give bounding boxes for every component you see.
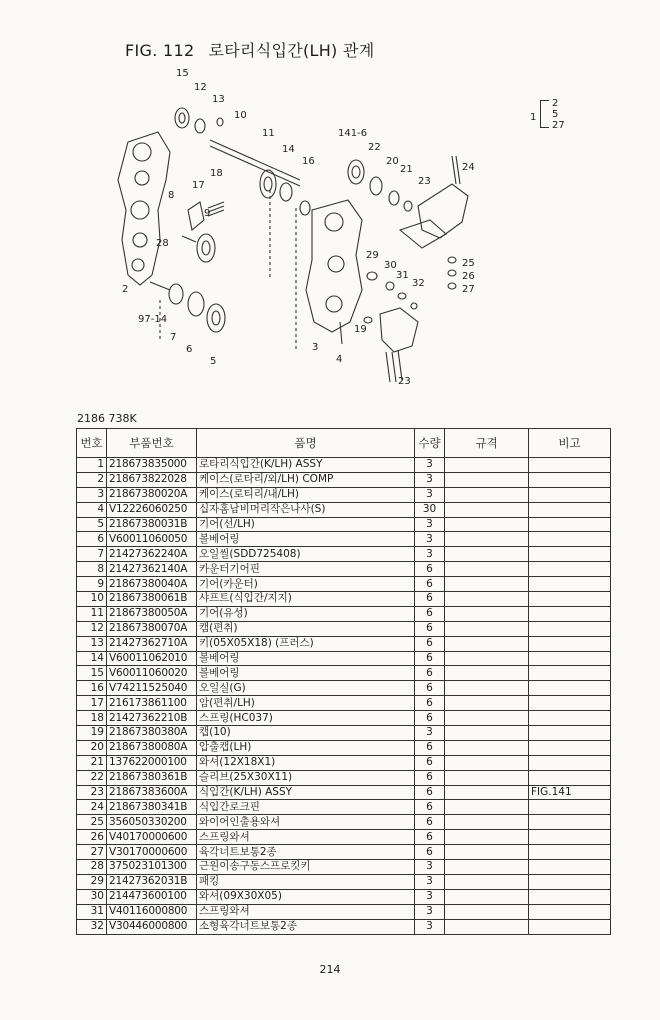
- svg-text:141-6: 141-6: [338, 128, 368, 139]
- spec-cell: [445, 681, 529, 696]
- svg-text:21: 21: [400, 164, 413, 175]
- legend-child-2: 5: [552, 109, 559, 120]
- spec-cell: [445, 800, 529, 815]
- note-cell: [529, 740, 611, 755]
- note-cell: [529, 502, 611, 517]
- part-code-cell: 356050330200: [107, 815, 197, 830]
- row-number-cell: 19: [77, 726, 107, 741]
- table-row: [77, 830, 611, 845]
- table-row: [77, 532, 611, 547]
- part-name-cell: 카운터기어핀: [197, 562, 415, 577]
- part-code-cell: 218673835000: [107, 458, 197, 473]
- note-cell: [529, 845, 611, 860]
- quantity-cell: 6: [415, 800, 445, 815]
- part-code-cell: 21867380341B: [107, 800, 197, 815]
- row-number-cell: 31: [77, 904, 107, 919]
- note-cell: [529, 651, 611, 666]
- quantity-cell: 6: [415, 755, 445, 770]
- spec-cell: [445, 815, 529, 830]
- note-cell: [529, 472, 611, 487]
- svg-text:5: 5: [210, 356, 217, 367]
- row-number-cell: 11: [77, 606, 107, 621]
- note-cell: [529, 681, 611, 696]
- note-cell: [529, 919, 611, 934]
- quantity-cell: 6: [415, 770, 445, 785]
- spec-cell: [445, 592, 529, 607]
- note-cell: [529, 532, 611, 547]
- table-row: [77, 845, 611, 860]
- spec-cell: [445, 472, 529, 487]
- spec-cell: [445, 874, 529, 889]
- exploded-parts-diagram: [100, 60, 590, 400]
- parts-table: [76, 428, 611, 935]
- svg-text:18: 18: [210, 168, 223, 179]
- part-name-cell: 캠(편취): [197, 621, 415, 636]
- spec-cell: [445, 606, 529, 621]
- row-number-cell: 30: [77, 889, 107, 904]
- row-number-cell: 10: [77, 592, 107, 607]
- part-name-cell: 볼베어링: [197, 666, 415, 681]
- part-name-cell: 볼베어링: [197, 651, 415, 666]
- spec-cell: [445, 785, 529, 800]
- part-code-cell: 21427362031B: [107, 874, 197, 889]
- table-row: [77, 696, 611, 711]
- part-code-cell: 21427362140A: [107, 562, 197, 577]
- row-number-cell: 18: [77, 711, 107, 726]
- part-name-cell: 압출캡(LH): [197, 740, 415, 755]
- spec-cell: [445, 458, 529, 473]
- note-cell: [529, 726, 611, 741]
- spec-cell: [445, 770, 529, 785]
- legend-child-3: 27: [552, 120, 565, 131]
- table-row: [77, 666, 611, 681]
- row-number-cell: 25: [77, 815, 107, 830]
- table-row: [77, 472, 611, 487]
- note-cell: [529, 666, 611, 681]
- table-row: [77, 815, 611, 830]
- svg-text:10: 10: [234, 110, 247, 121]
- svg-text:32: 32: [412, 278, 425, 289]
- page-number: 214: [319, 963, 341, 976]
- table-row: [77, 458, 611, 473]
- part-code-cell: V60011062010: [107, 651, 197, 666]
- table-row: [77, 592, 611, 607]
- note-cell: [529, 815, 611, 830]
- part-name-cell: 기어(카운터): [197, 577, 415, 592]
- row-number-cell: 21: [77, 755, 107, 770]
- svg-text:11: 11: [262, 128, 275, 139]
- header-part-name: 품명: [197, 429, 415, 458]
- spec-cell: [445, 651, 529, 666]
- table-row: [77, 889, 611, 904]
- spec-cell: [445, 621, 529, 636]
- note-cell: [529, 636, 611, 651]
- svg-text:27: 27: [462, 284, 475, 295]
- part-code-cell: 21427362240A: [107, 547, 197, 562]
- part-name-cell: 근원이송구동스프로킷키: [197, 860, 415, 875]
- svg-text:20: 20: [386, 156, 399, 167]
- spec-cell: [445, 845, 529, 860]
- part-code-cell: V30170000600: [107, 845, 197, 860]
- spec-cell: [445, 502, 529, 517]
- note-cell: [529, 458, 611, 473]
- row-number-cell: 27: [77, 845, 107, 860]
- note-cell: [529, 606, 611, 621]
- row-number-cell: 13: [77, 636, 107, 651]
- quantity-cell: 3: [415, 517, 445, 532]
- spec-cell: [445, 919, 529, 934]
- spec-cell: [445, 547, 529, 562]
- part-code-cell: 21427362710A: [107, 636, 197, 651]
- svg-text:26: 26: [462, 271, 475, 282]
- row-number-cell: 26: [77, 830, 107, 845]
- part-code-cell: 375023101300: [107, 860, 197, 875]
- spec-cell: [445, 636, 529, 651]
- row-number-cell: 22: [77, 770, 107, 785]
- part-name-cell: 오일실(G): [197, 681, 415, 696]
- spec-cell: [445, 904, 529, 919]
- svg-text:25: 25: [462, 258, 475, 269]
- quantity-cell: 6: [415, 681, 445, 696]
- spec-cell: [445, 889, 529, 904]
- part-code-cell: V60011060050: [107, 532, 197, 547]
- part-code-cell: V40170000600: [107, 830, 197, 845]
- legend-child-1: 2: [552, 98, 559, 109]
- svg-text:14: 14: [282, 144, 295, 155]
- header-spec: 규격: [445, 429, 529, 458]
- row-number-cell: 24: [77, 800, 107, 815]
- note-cell: [529, 800, 611, 815]
- note-cell: [529, 889, 611, 904]
- quantity-cell: 3: [415, 904, 445, 919]
- part-name-cell: 볼베어링: [197, 532, 415, 547]
- part-name-cell: 식입간로크핀: [197, 800, 415, 815]
- svg-text:16: 16: [302, 156, 315, 167]
- row-number-cell: 6: [77, 532, 107, 547]
- row-number-cell: 9: [77, 577, 107, 592]
- part-code-cell: 21867383600A: [107, 785, 197, 800]
- part-code-cell: 21867380380A: [107, 726, 197, 741]
- quantity-cell: 6: [415, 577, 445, 592]
- quantity-cell: 3: [415, 860, 445, 875]
- quantity-cell: 6: [415, 606, 445, 621]
- svg-text:23: 23: [418, 176, 431, 187]
- quantity-cell: 3: [415, 547, 445, 562]
- table-row: [77, 770, 611, 785]
- quantity-cell: 6: [415, 815, 445, 830]
- table-row: [77, 502, 611, 517]
- quantity-cell: 6: [415, 830, 445, 845]
- part-code-cell: V30446000800: [107, 919, 197, 934]
- part-code-cell: 21867380040A: [107, 577, 197, 592]
- svg-text:17: 17: [192, 180, 205, 191]
- table-row: [77, 800, 611, 815]
- note-cell: [529, 830, 611, 845]
- svg-text:4: 4: [336, 354, 343, 365]
- table-row: [77, 755, 611, 770]
- part-name-cell: 소형육각너트보통2종: [197, 919, 415, 934]
- svg-text:23: 23: [398, 376, 411, 387]
- table-row: [77, 919, 611, 934]
- row-number-cell: 3: [77, 487, 107, 502]
- part-name-cell: 암(편취/LH): [197, 696, 415, 711]
- note-cell: [529, 621, 611, 636]
- quantity-cell: 6: [415, 621, 445, 636]
- spec-cell: [445, 860, 529, 875]
- row-number-cell: 32: [77, 919, 107, 934]
- svg-text:7: 7: [170, 332, 177, 343]
- quantity-cell: 3: [415, 889, 445, 904]
- part-code-cell: 218673822028: [107, 472, 197, 487]
- svg-text:28: 28: [156, 238, 169, 249]
- part-name-cell: 식입간(K/LH) ASSY: [197, 785, 415, 800]
- note-cell: [529, 904, 611, 919]
- part-name-cell: 케이스(로티리/내/LH): [197, 487, 415, 502]
- quantity-cell: 6: [415, 845, 445, 860]
- spec-cell: [445, 487, 529, 502]
- quantity-cell: 6: [415, 651, 445, 666]
- part-code-cell: V40116000800: [107, 904, 197, 919]
- part-name-cell: 스프링(HC037): [197, 711, 415, 726]
- spec-cell: [445, 711, 529, 726]
- part-code-cell: 21867380050A: [107, 606, 197, 621]
- note-cell: [529, 696, 611, 711]
- quantity-cell: 6: [415, 711, 445, 726]
- figure-label: FIG. 112: [125, 41, 195, 60]
- spec-cell: [445, 562, 529, 577]
- note-cell: [529, 592, 611, 607]
- part-code-cell: V60011060020: [107, 666, 197, 681]
- svg-text:97-14: 97-14: [138, 314, 168, 325]
- note-cell: [529, 874, 611, 889]
- svg-text:24: 24: [462, 162, 475, 173]
- header-note: 비고: [529, 429, 611, 458]
- svg-text:12: 12: [194, 82, 207, 93]
- spec-cell: [445, 696, 529, 711]
- part-code-cell: 21427362210B: [107, 711, 197, 726]
- quantity-cell: 6: [415, 636, 445, 651]
- part-code-cell: 216173861100: [107, 696, 197, 711]
- table-row: [77, 636, 611, 651]
- table-row: [77, 860, 611, 875]
- table-row: [77, 681, 611, 696]
- assembly-legend: [530, 100, 590, 140]
- part-name-cell: 기어(선/LH): [197, 517, 415, 532]
- header-quantity: 수량: [415, 429, 445, 458]
- note-cell: [529, 487, 611, 502]
- header-no: 번호: [77, 429, 107, 458]
- spec-cell: [445, 830, 529, 845]
- part-name-cell: 스프링와셔: [197, 904, 415, 919]
- part-code-cell: 137622000100: [107, 755, 197, 770]
- quantity-cell: 6: [415, 696, 445, 711]
- table-row: [77, 517, 611, 532]
- part-code-cell: 21867380020A: [107, 487, 197, 502]
- figure-name: 로타리식입간(LH) 관계: [208, 41, 375, 60]
- table-row: [77, 621, 611, 636]
- quantity-cell: 6: [415, 562, 445, 577]
- spec-cell: [445, 577, 529, 592]
- part-name-cell: 와셔(12X18X1): [197, 755, 415, 770]
- quantity-cell: 3: [415, 487, 445, 502]
- row-number-cell: 20: [77, 740, 107, 755]
- row-number-cell: 8: [77, 562, 107, 577]
- note-cell: [529, 755, 611, 770]
- row-number-cell: 17: [77, 696, 107, 711]
- spec-cell: [445, 726, 529, 741]
- table-row: [77, 785, 611, 800]
- part-name-cell: 키(05X05X18) (프러스): [197, 636, 415, 651]
- part-code-cell: V12226060250: [107, 502, 197, 517]
- table-row: [77, 487, 611, 502]
- quantity-cell: 3: [415, 458, 445, 473]
- note-cell: [529, 547, 611, 562]
- note-cell: [529, 562, 611, 577]
- part-name-cell: 슬리브(25X30X11): [197, 770, 415, 785]
- table-row: [77, 874, 611, 889]
- svg-text:22: 22: [368, 142, 381, 153]
- part-code-cell: 21867380070A: [107, 621, 197, 636]
- reference-code: 2186 738K: [77, 412, 137, 425]
- row-number-cell: 2: [77, 472, 107, 487]
- note-cell: [529, 577, 611, 592]
- svg-text:29: 29: [366, 250, 379, 261]
- row-number-cell: 16: [77, 681, 107, 696]
- svg-text:31: 31: [396, 270, 409, 281]
- note-cell: [529, 770, 611, 785]
- table-row: [77, 904, 611, 919]
- part-code-cell: 21867380080A: [107, 740, 197, 755]
- part-name-cell: 기어(유성): [197, 606, 415, 621]
- quantity-cell: 3: [415, 874, 445, 889]
- quantity-cell: 3: [415, 472, 445, 487]
- row-number-cell: 29: [77, 874, 107, 889]
- legend-parent: 1: [530, 112, 537, 123]
- legend-bracket: [540, 100, 549, 128]
- svg-text:13: 13: [212, 94, 225, 105]
- svg-text:6: 6: [186, 344, 193, 355]
- table-row: [77, 577, 611, 592]
- part-name-cell: 패킹: [197, 874, 415, 889]
- svg-text:19: 19: [354, 324, 367, 335]
- note-cell: [529, 711, 611, 726]
- figure-title: [125, 38, 375, 61]
- svg-text:15: 15: [176, 68, 189, 79]
- header-part-code: 부품번호: [107, 429, 197, 458]
- quantity-cell: 6: [415, 785, 445, 800]
- note-cell: [529, 517, 611, 532]
- part-name-cell: 십자홈남비머리작은나사(S): [197, 502, 415, 517]
- table-row: [77, 711, 611, 726]
- part-name-cell: 샤프트(식입간/지지): [197, 592, 415, 607]
- table-row: [77, 606, 611, 621]
- spec-cell: [445, 666, 529, 681]
- part-name-cell: 로타리식입간(K/LH) ASSY: [197, 458, 415, 473]
- row-number-cell: 1: [77, 458, 107, 473]
- table-row: [77, 726, 611, 741]
- part-name-cell: 와셔(09X30X05): [197, 889, 415, 904]
- spec-cell: [445, 740, 529, 755]
- part-code-cell: 21867380061B: [107, 592, 197, 607]
- table-row: [77, 562, 611, 577]
- part-name-cell: 오일씰(SDD725408): [197, 547, 415, 562]
- svg-text:9: 9: [204, 208, 211, 219]
- quantity-cell: 6: [415, 740, 445, 755]
- row-number-cell: 5: [77, 517, 107, 532]
- note-cell: [529, 860, 611, 875]
- row-number-cell: 7: [77, 547, 107, 562]
- row-number-cell: 15: [77, 666, 107, 681]
- table-row: [77, 547, 611, 562]
- table-header-row: [77, 429, 611, 458]
- part-code-cell: 21867380031B: [107, 517, 197, 532]
- quantity-cell: 30: [415, 502, 445, 517]
- quantity-cell: 3: [415, 919, 445, 934]
- table-row: [77, 740, 611, 755]
- svg-text:8: 8: [168, 190, 175, 201]
- row-number-cell: 12: [77, 621, 107, 636]
- row-number-cell: 14: [77, 651, 107, 666]
- part-name-cell: 케이스(로타리/외/LH) COMP: [197, 472, 415, 487]
- part-name-cell: 스프링와셔: [197, 830, 415, 845]
- spec-cell: [445, 755, 529, 770]
- part-name-cell: 육각너트보통2종: [197, 845, 415, 860]
- svg-text:3: 3: [312, 342, 319, 353]
- note-cell: FIG.141: [529, 785, 611, 800]
- spec-cell: [445, 517, 529, 532]
- spec-cell: [445, 532, 529, 547]
- part-name-cell: 와이어인출용와셔: [197, 815, 415, 830]
- part-name-cell: 캡(10): [197, 726, 415, 741]
- svg-text:2: 2: [122, 284, 129, 295]
- quantity-cell: 6: [415, 666, 445, 681]
- parts-table-body: [77, 458, 611, 935]
- row-number-cell: 23: [77, 785, 107, 800]
- quantity-cell: 6: [415, 592, 445, 607]
- table-row: [77, 651, 611, 666]
- svg-text:30: 30: [384, 260, 397, 271]
- row-number-cell: 28: [77, 860, 107, 875]
- part-code-cell: 214473600100: [107, 889, 197, 904]
- row-number-cell: 4: [77, 502, 107, 517]
- quantity-cell: 3: [415, 532, 445, 547]
- part-code-cell: 21867380361B: [107, 770, 197, 785]
- quantity-cell: 3: [415, 726, 445, 741]
- part-code-cell: V74211525040: [107, 681, 197, 696]
